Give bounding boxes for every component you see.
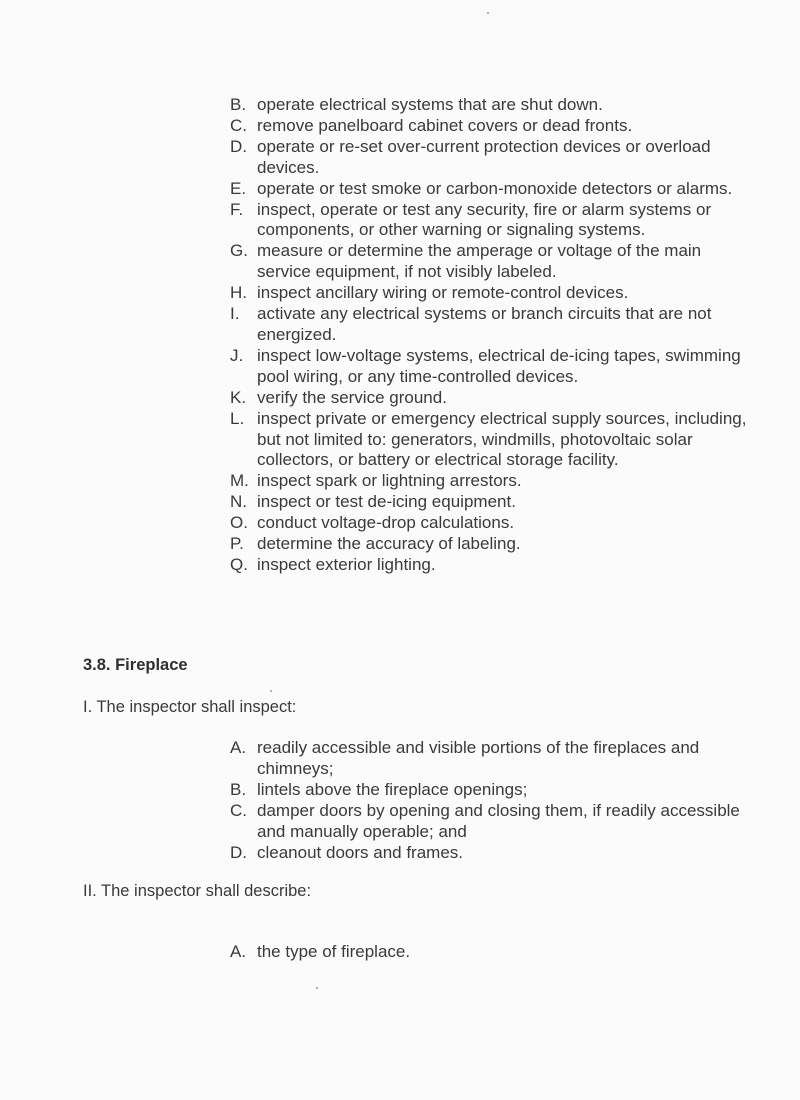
inspect-intro: I. The inspector shall inspect: (83, 698, 297, 716)
list-letter: J. (230, 345, 244, 365)
electrical-exclusions-list (230, 95, 750, 576)
fireplace-inspect-list (230, 738, 750, 863)
list-item (230, 388, 750, 409)
list-item (230, 534, 750, 555)
list-letter: H. (230, 283, 247, 303)
list-item (230, 492, 750, 513)
list-letter: E. (230, 178, 247, 198)
list-text: inspect exterior lighting. (257, 554, 436, 574)
list-letter: A. (230, 942, 247, 961)
list-letter: L. (230, 408, 245, 428)
list-text: determine the accuracy of labeling. (257, 534, 521, 554)
list-item (230, 304, 750, 346)
list-text: operate or re-set over-current protection devices or overload devices. (257, 136, 711, 177)
list-item (230, 200, 750, 242)
list-text: remove panelboard cabinet covers or dead fronts. (257, 115, 633, 135)
list-letter: D. (230, 842, 247, 862)
list-item (230, 409, 750, 472)
list-text: activate any electrical systems or branch circuits that are not energized. (257, 304, 712, 344)
list-letter: M. (230, 471, 249, 491)
list-item (230, 137, 750, 179)
scan-speck (487, 12, 489, 14)
list-text: lintels above the fireplace openings; (257, 779, 528, 799)
list-item (230, 738, 750, 780)
list-item (230, 346, 750, 388)
list-letter: N. (230, 492, 247, 512)
list-text: verify the service ground. (257, 387, 447, 407)
list-item (230, 843, 750, 864)
list-item (230, 942, 750, 963)
list-letter: K. (230, 387, 247, 407)
list-item (230, 283, 750, 304)
list-item (230, 95, 750, 116)
scan-speck (316, 987, 318, 989)
list-text: operate or test smoke or carbon-monoxide detectors or alarms. (257, 178, 733, 198)
list-text: measure or determine the amperage or voltage of the main service equipment, if not visibly labeled. (257, 241, 702, 282)
list-letter: P. (230, 534, 244, 554)
list-text: inspect, operate or test any security, fire or alarm systems or components, or other warning or signaling systems. (257, 199, 712, 240)
list-text: operate electrical systems that are shut down. (257, 95, 603, 114)
describe-intro: II. The inspector shall describe: (83, 882, 312, 900)
list-text: readily accessible and visible portions of the fireplaces and chimneys; (257, 738, 700, 778)
list-letter: A. (230, 738, 247, 757)
list-item (230, 555, 750, 576)
list-text: inspect low-voltage systems, electrical de-icing tapes, swimming pool wiring, or any time-controlled devices. (257, 345, 741, 386)
list-text: damper doors by opening and closing them, if readily accessible and manually operable; and (257, 800, 740, 841)
list-text: conduct voltage-drop calculations. (257, 513, 515, 533)
list-text: inspect spark or lightning arrestors. (257, 471, 522, 491)
list-item (230, 801, 750, 843)
list-item (230, 513, 750, 534)
list-letter: Q. (230, 554, 248, 574)
list-item (230, 116, 750, 137)
scan-speck (270, 690, 272, 692)
list-item (230, 179, 750, 200)
list-letter: F. (230, 199, 244, 219)
list-letter: C. (230, 800, 247, 820)
list-item (230, 471, 750, 492)
list-letter: I. (230, 304, 240, 324)
list-letter: C. (230, 115, 247, 135)
list-text: inspect or test de-icing equipment. (257, 492, 516, 512)
fireplace-describe-list (230, 942, 750, 963)
list-letter: O. (230, 513, 248, 533)
list-letter: B. (230, 779, 247, 799)
list-text: inspect private or emergency electrical supply sources, including, but not limited to: generators, windmills, photovoltaic solar collectors, or battery or electrical storage facility. (257, 408, 747, 470)
list-text: cleanout doors and frames. (257, 842, 464, 862)
list-letter: B. (230, 95, 247, 114)
list-letter: G. (230, 241, 248, 261)
list-text: inspect ancillary wiring or remote-control devices. (257, 283, 629, 303)
list-item (230, 241, 750, 283)
list-letter: D. (230, 136, 247, 156)
list-item (230, 780, 750, 801)
list-text: the type of fireplace. (257, 942, 411, 961)
section-heading: 3.8. Fireplace (83, 656, 188, 674)
